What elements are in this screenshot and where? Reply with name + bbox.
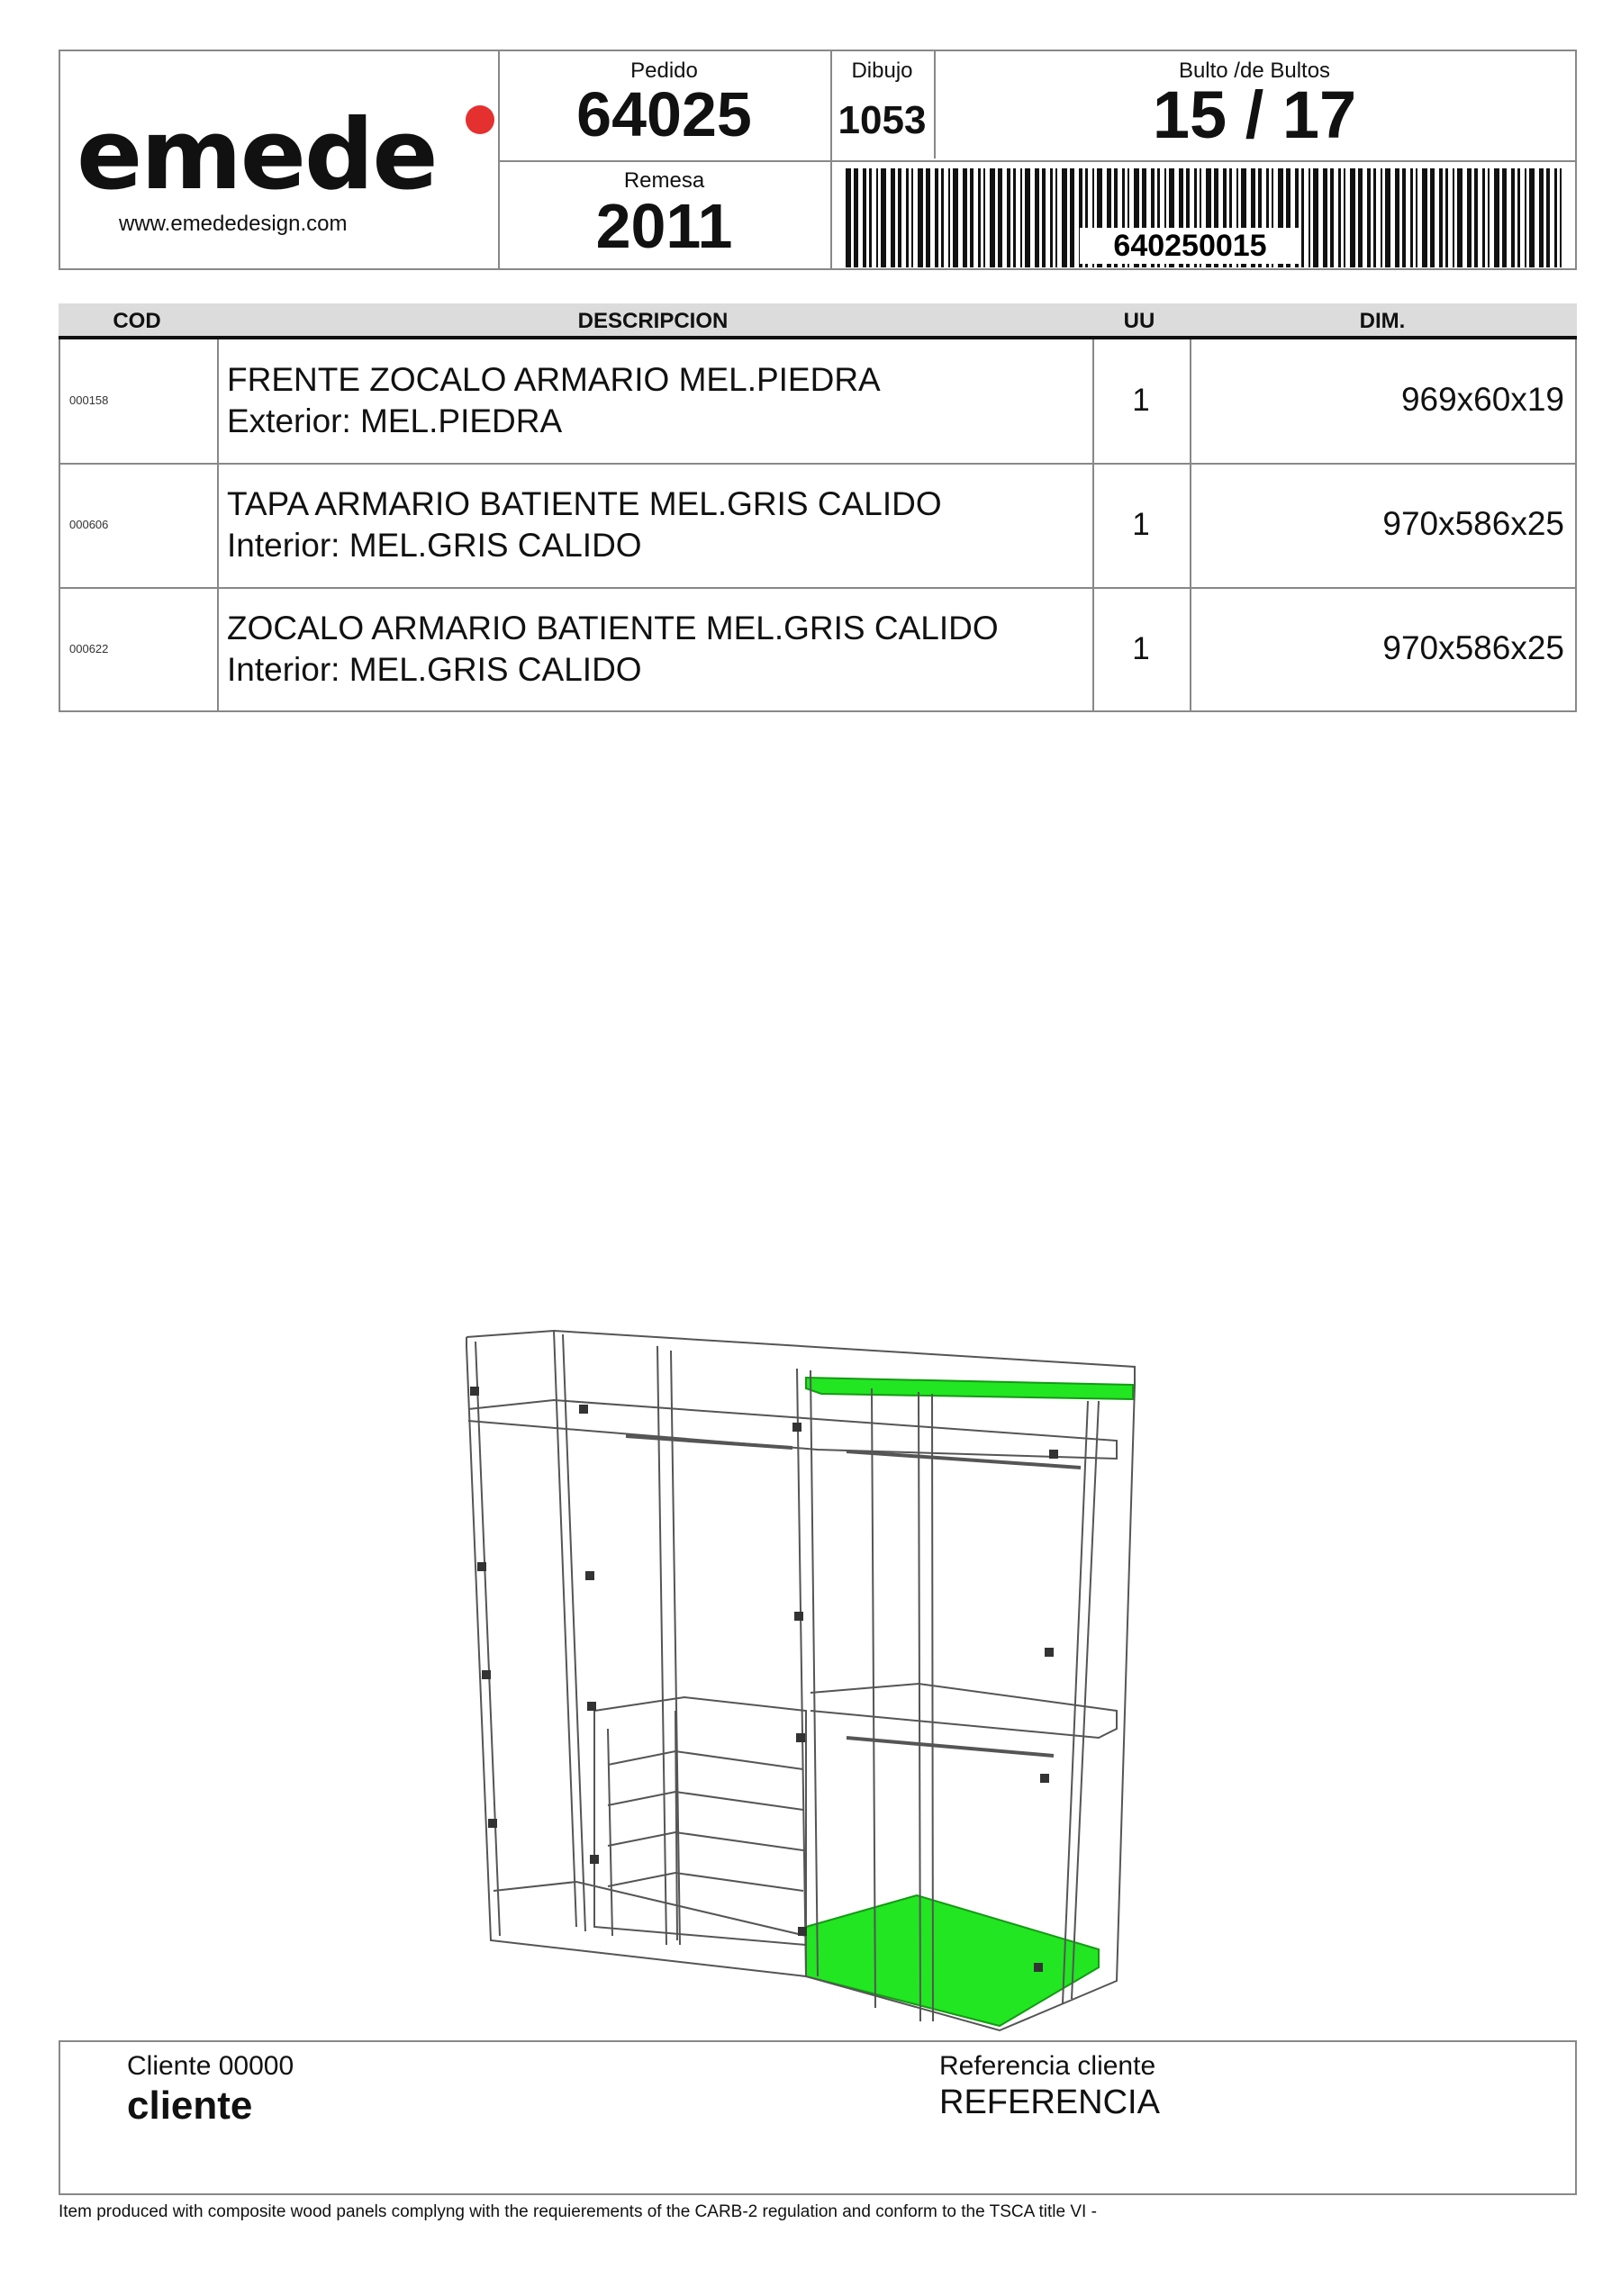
column-header-descripcion: DESCRIPCION	[577, 309, 729, 333]
website-url: www.emededesign.com	[119, 212, 348, 236]
logo-dot-icon	[466, 105, 494, 134]
referencia-label: Referencia cliente	[939, 2051, 1156, 2081]
barcode-bar	[1474, 168, 1478, 267]
item-description-line2: Interior: MEL.GRIS CALIDO	[227, 527, 642, 564]
table-header	[59, 303, 1577, 339]
barcode-bar	[1330, 168, 1334, 267]
panel-edge	[810, 1370, 818, 1976]
barcode-bar	[998, 168, 1002, 267]
bulto-label: Bulto /de Bultos	[1178, 59, 1331, 83]
barcode-bar	[1367, 168, 1371, 267]
shelf	[810, 1684, 1117, 1738]
column-header-cod: COD	[113, 309, 161, 333]
barcode-bar	[1554, 168, 1557, 267]
barcode-bar	[1395, 168, 1399, 267]
barcode-bar	[1013, 168, 1016, 267]
dibujo-label: Dibujo	[851, 59, 913, 83]
referencia-value: REFERENCIA	[939, 2084, 1160, 2121]
item-description	[227, 608, 999, 691]
barcode-bar	[1560, 168, 1562, 267]
barcode-bar	[898, 168, 901, 267]
item-units: 1	[1132, 631, 1150, 666]
items-table	[59, 339, 1577, 712]
barcode-bar	[1062, 168, 1067, 267]
barcode-bar	[906, 168, 909, 267]
hanging-rail	[847, 1738, 1054, 1756]
panel-edge	[932, 1394, 933, 2021]
item-description-line1: FRENTE ZOCALO ARMARIO MEL.PIEDRA	[227, 361, 881, 398]
cliente-label: Cliente 00000	[127, 2051, 294, 2081]
divider	[498, 160, 1575, 162]
column-header-dim: DIM.	[1359, 309, 1406, 333]
barcode-bar	[918, 168, 923, 267]
emede-logo: emede	[77, 99, 437, 212]
item-description	[227, 484, 942, 566]
barcode-bar	[869, 168, 872, 267]
barcode-bar	[1502, 168, 1507, 267]
shelf	[494, 1882, 806, 1936]
barcode-bar	[876, 168, 878, 267]
item-code: 000606	[69, 518, 109, 531]
barcode-bar	[1385, 168, 1390, 267]
item-dimensions: 970x586x25	[1382, 629, 1564, 666]
barcode-bar	[1410, 168, 1413, 267]
highlighted-top-panel	[806, 1378, 1133, 1399]
table-row	[60, 464, 1575, 588]
barcode-bar	[1050, 168, 1053, 267]
barcode-bar	[1381, 168, 1382, 267]
barcode-bar	[891, 168, 895, 267]
barcode-bar	[1350, 168, 1355, 267]
barcode-bar	[1445, 168, 1448, 267]
compliance-note: Item produced with composite wood panels complyng with the requierements of the CARB-2 regulation and conform to the TSCA title VI -	[59, 2202, 1097, 2221]
table-row	[60, 339, 1575, 464]
barcode-bar	[970, 168, 974, 267]
barcode-bar	[1055, 168, 1057, 267]
label-header	[59, 50, 1577, 270]
barcode-bar	[1546, 168, 1550, 267]
barcode-bar	[1430, 168, 1435, 267]
barcode-bar	[1020, 168, 1022, 267]
barcode-number: 640250015	[1080, 228, 1300, 264]
item-description-line1: TAPA ARMARIO BATIENTE MEL.GRIS CALIDO	[227, 485, 942, 522]
item-code: 000622	[69, 642, 109, 655]
barcode-bar	[1007, 168, 1010, 267]
barcode-bar	[926, 168, 930, 267]
item-description-line2: Exterior: MEL.PIEDRA	[227, 402, 563, 439]
client-info-box	[59, 2040, 1577, 2195]
wardrobe-drawing	[450, 1315, 1153, 2053]
barcode-bar	[1070, 168, 1074, 267]
drawer-unit	[594, 1697, 806, 1945]
dibujo-value: 1053	[838, 98, 927, 142]
barcode-bar	[1035, 168, 1039, 267]
barcode-bar	[1467, 168, 1472, 267]
barcode-bar	[1525, 168, 1526, 267]
panel-edge	[797, 1369, 806, 1976]
barcode-bar	[1416, 168, 1417, 267]
item-units: 1	[1132, 507, 1150, 542]
item-dimensions: 970x586x25	[1382, 505, 1564, 542]
barcode-bar	[963, 168, 967, 267]
drawer	[608, 1873, 803, 1891]
frame-edge	[563, 1334, 585, 1931]
frame-edge	[554, 1331, 576, 1927]
barcode-bar	[1517, 168, 1520, 267]
barcode-bar	[953, 168, 958, 267]
column-header-uu: UU	[1123, 309, 1155, 333]
barcode-bar	[1457, 168, 1463, 267]
barcode-bar	[1309, 168, 1310, 267]
barcode	[837, 168, 1571, 267]
wardrobe-wireframe	[450, 1315, 1153, 2053]
barcode-bar	[1323, 168, 1327, 267]
item-code: 000158	[69, 393, 109, 407]
item-description	[227, 359, 881, 442]
barcode-bar	[978, 168, 981, 267]
barcode-bar	[935, 168, 938, 267]
pedido-value: 64025	[576, 79, 752, 149]
hanging-rail	[626, 1436, 792, 1448]
barcode-bar	[1529, 168, 1535, 267]
barcode-bar	[1338, 168, 1341, 267]
barcode-bar	[948, 168, 950, 267]
barcode-bar	[1301, 168, 1304, 267]
cliente-value: cliente	[127, 2084, 253, 2128]
barcode-bar	[990, 168, 995, 267]
barcode-bar	[846, 168, 851, 267]
barcode-bar	[1488, 168, 1490, 267]
barcode-bar	[1453, 168, 1454, 267]
barcode-bar	[983, 168, 985, 267]
barcode-bar	[1358, 168, 1363, 267]
barcode-bar	[941, 168, 944, 267]
barcode-bar	[1511, 168, 1515, 267]
drawer	[608, 1832, 803, 1850]
pedido-label: Pedido	[630, 59, 698, 83]
remesa-label: Remesa	[623, 168, 705, 193]
barcode-bar	[911, 168, 913, 267]
table-row	[60, 588, 1575, 712]
barcode-bar	[1025, 168, 1030, 267]
drawer	[608, 1751, 803, 1769]
barcode-bar	[1313, 168, 1318, 267]
item-description-line2: Interior: MEL.GRIS CALIDO	[227, 651, 642, 688]
bulto-value: 15 / 17	[1152, 77, 1357, 152]
barcode-bar	[854, 168, 858, 267]
item-dimensions: 969x60x19	[1400, 381, 1564, 418]
barcode-bar	[863, 168, 866, 267]
barcode-bar	[1422, 168, 1427, 267]
item-description-line1: ZOCALO ARMARIO BATIENTE MEL.GRIS CALIDO	[227, 610, 999, 646]
drawer-edge	[608, 1729, 612, 1936]
barcode-bar	[1539, 168, 1544, 267]
barcode-bar	[1042, 168, 1046, 267]
barcode-bar	[1494, 168, 1499, 267]
frame-top	[466, 1331, 1135, 1385]
barcode-bar	[1482, 168, 1485, 267]
barcode-bar	[1373, 168, 1376, 267]
drawer	[608, 1792, 803, 1810]
item-units: 1	[1132, 383, 1150, 418]
barcode-bar	[1402, 168, 1406, 267]
barcode-bar	[1344, 168, 1345, 267]
barcode-bar	[1439, 168, 1443, 267]
barcode-bar	[881, 168, 886, 267]
remesa-value: 2011	[595, 191, 733, 261]
